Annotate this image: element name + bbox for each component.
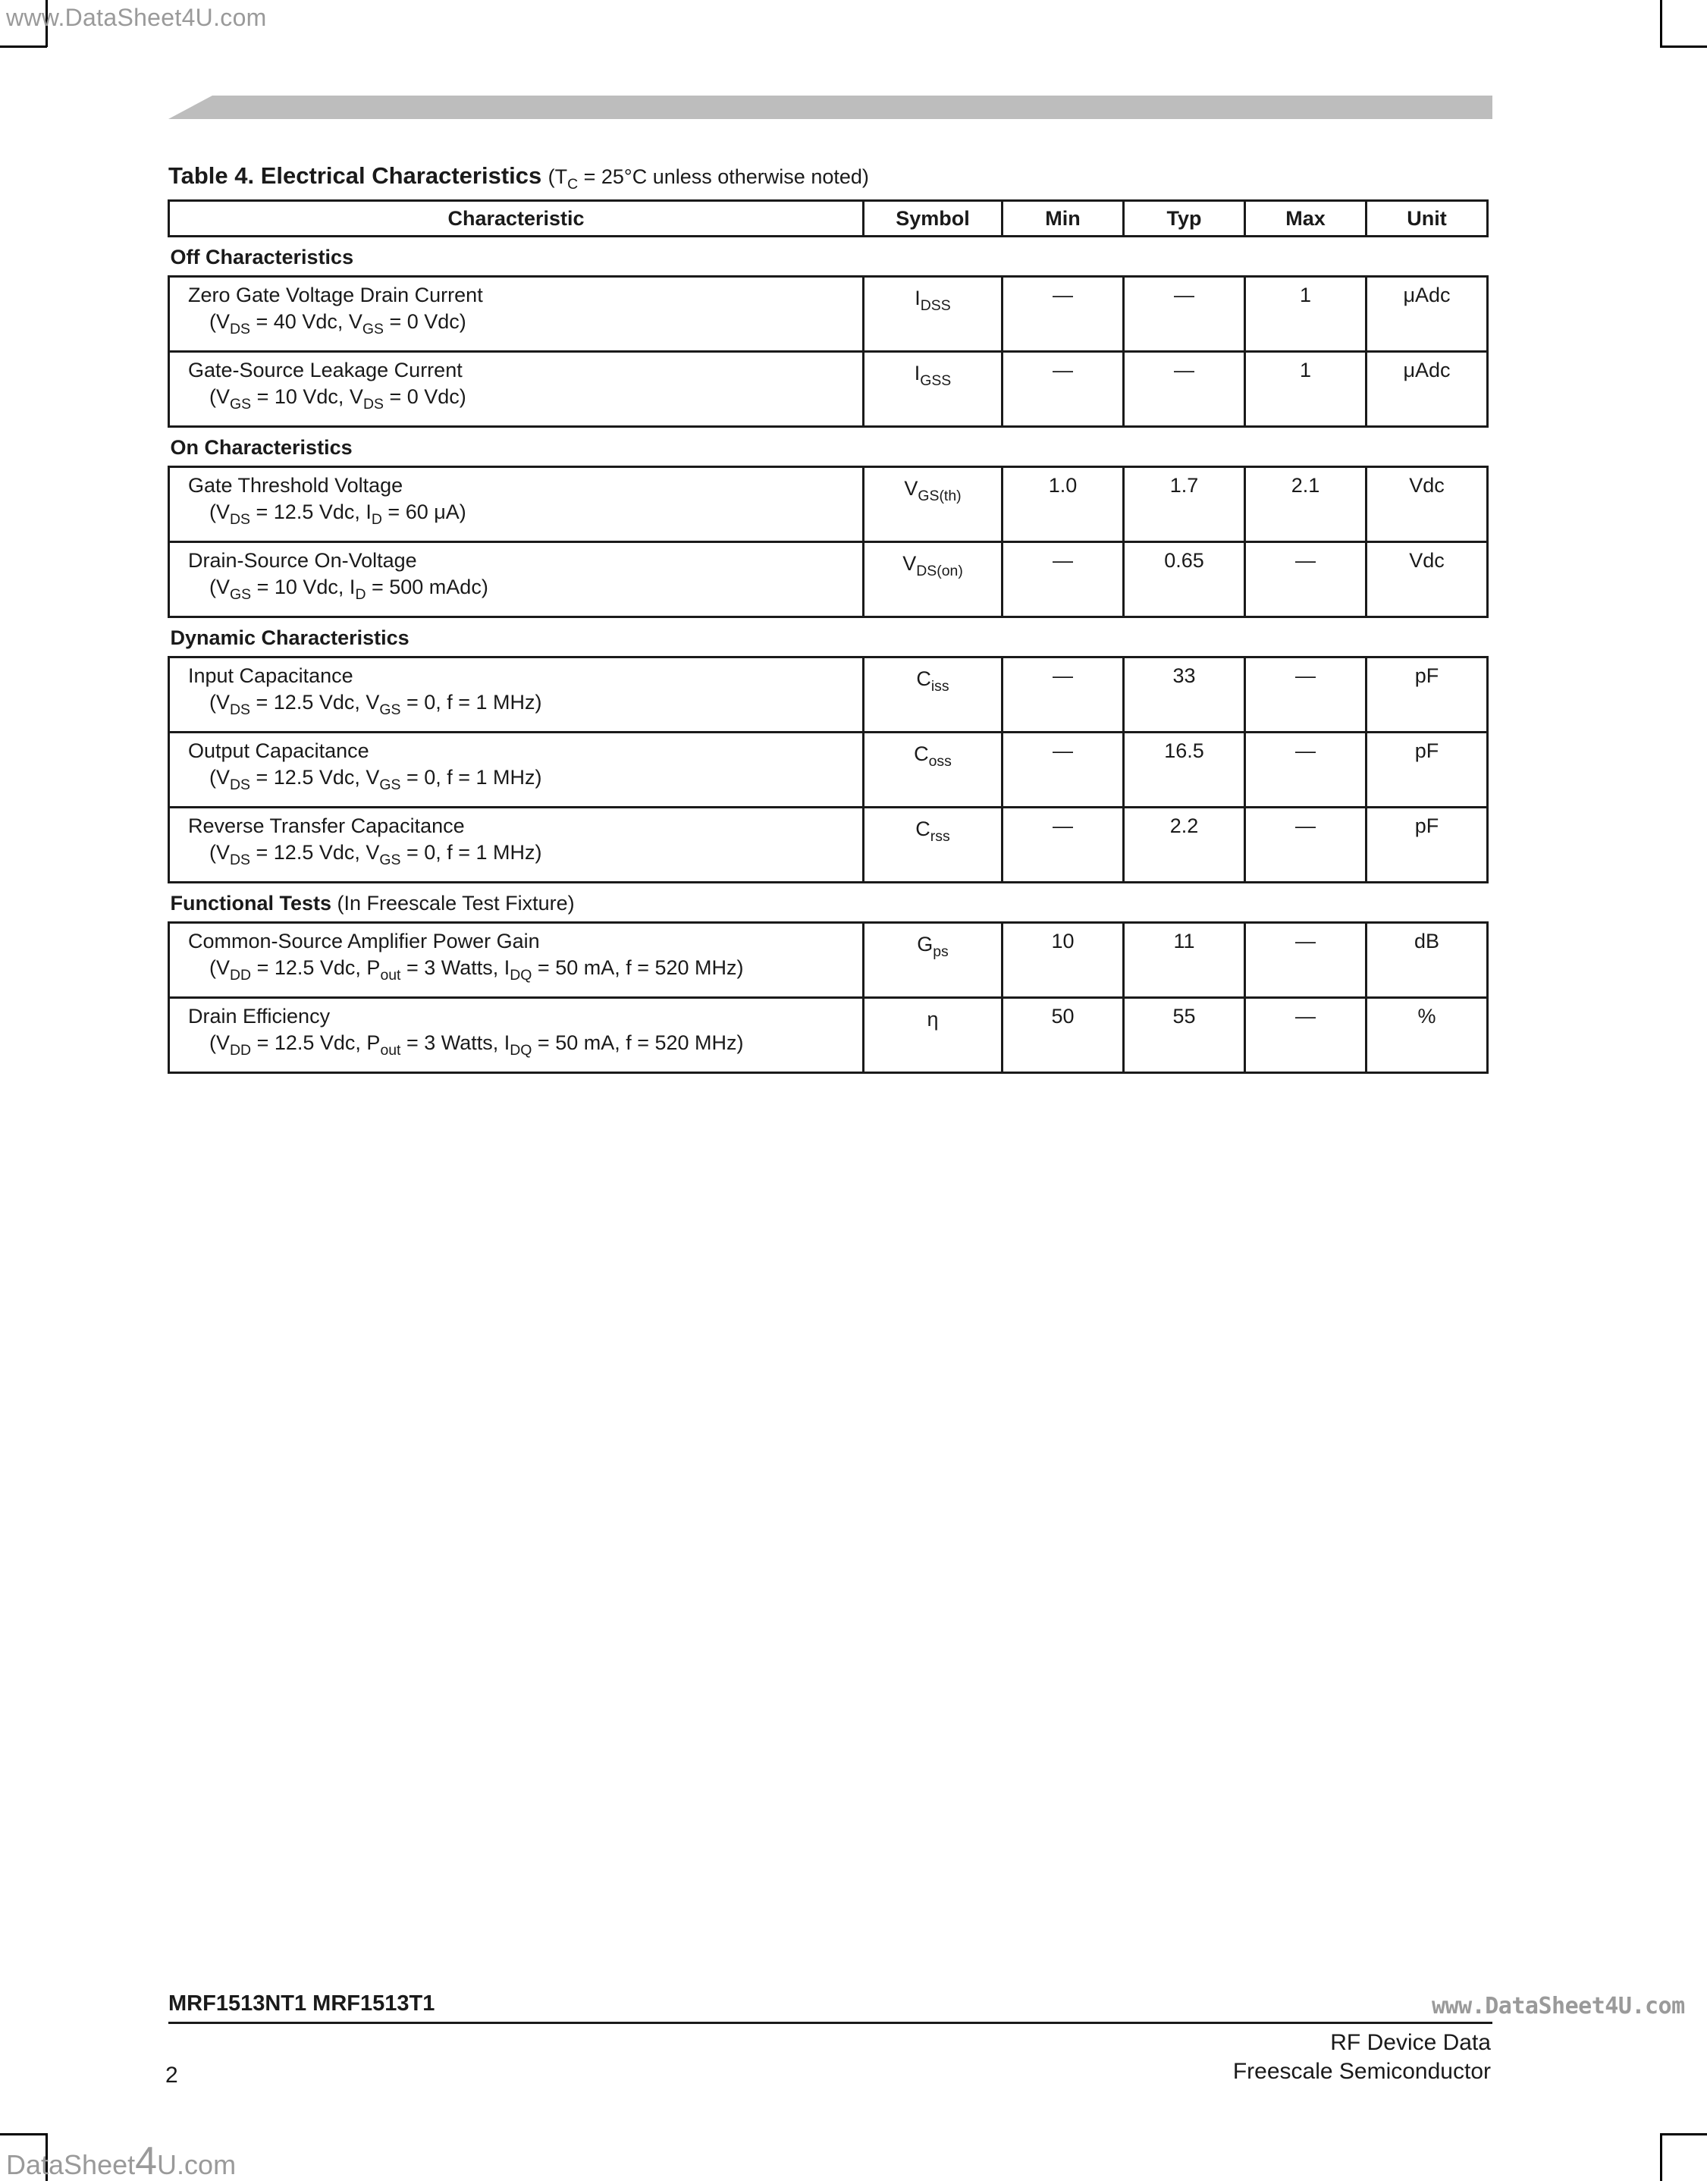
table-row (169, 277, 1488, 352)
cell-unit: pF (1367, 657, 1488, 733)
header-bar (168, 96, 1492, 119)
cell-typ: 1.7 (1124, 467, 1245, 542)
watermark-top[interactable]: www.DataSheet4U.com (6, 4, 267, 31)
cell-symbol: $I_{DSS}$ (864, 277, 1003, 352)
watermark-bottom-suffix: U.com (157, 2149, 237, 2180)
cell-symbol: $V_{GS(th)}$ (864, 467, 1003, 542)
cell-characteristic (169, 352, 864, 427)
cell-typ: 55 (1124, 998, 1245, 1073)
cell-symbol: $C_{oss}$ (864, 733, 1003, 808)
table-row (169, 998, 1488, 1073)
cell-max: — (1245, 657, 1367, 733)
cell-max: — (1245, 998, 1367, 1073)
table-row (169, 467, 1488, 542)
cell-symbol: $C_{iss}$ (864, 657, 1003, 733)
cell-min: 50 (1003, 998, 1124, 1073)
cell-characteristic (169, 733, 864, 808)
characteristic-conditions: ($V_{DD} = 12.5$ Vdc, $P_{out} = 3$ Watts, $I_{DQ} = 50$ mA, f = 520 MHz) (209, 956, 744, 984)
cell-min: — (1003, 657, 1124, 733)
characteristic-conditions: ($V_{DS} = 12.5$ Vdc, $V_{GS} = 0$, f = 1 MHz) (209, 841, 542, 868)
table-row (169, 733, 1488, 808)
cell-min: 10 (1003, 923, 1124, 998)
cell-max: — (1245, 923, 1367, 998)
cell-unit: μAdc (1367, 352, 1488, 427)
cell-max: — (1245, 542, 1367, 617)
cell-min: — (1003, 733, 1124, 808)
header-characteristic: Characteristic (169, 201, 864, 237)
characteristic-conditions: ($V_{GS} = 10$ Vdc, $I_D = 500$ mAdc) (209, 576, 488, 603)
characteristic-name: Reverse Transfer Capacitance (188, 814, 465, 837)
cell-unit: pF (1367, 808, 1488, 883)
characteristic-conditions: ($V_{DS} = 12.5$ Vdc, $V_{GS} = 0$, f = 1 MHz) (209, 691, 542, 718)
cell-typ: 16.5 (1124, 733, 1245, 808)
cell-max: — (1245, 733, 1367, 808)
characteristic-name: Drain-Source On-Voltage (188, 549, 417, 572)
characteristic-conditions: ($V_{DS} = 12.5$ Vdc, $V_{GS} = 0$, f = 1 MHz) (209, 766, 542, 793)
cell-min: 1.0 (1003, 467, 1124, 542)
cell-unit: pF (1367, 733, 1488, 808)
characteristic-name: Common-Source Amplifier Power Gain (188, 930, 540, 952)
header-max: Max (1245, 201, 1367, 237)
cell-symbol: $C_{rss}$ (864, 808, 1003, 883)
cell-symbol: $V_{DS(on)}$ (864, 542, 1003, 617)
table-row (169, 808, 1488, 883)
cell-max: 1 (1245, 352, 1367, 427)
cell-typ: 33 (1124, 657, 1245, 733)
cell-unit: dB (1367, 923, 1488, 998)
cell-characteristic (169, 277, 864, 352)
cell-typ: 11 (1124, 923, 1245, 998)
footer-publisher (910, 2029, 1491, 2086)
crop-mark-bottom-left-h (0, 2133, 47, 2135)
cell-min: — (1003, 352, 1124, 427)
cell-unit: % (1367, 998, 1488, 1073)
characteristic-name: Output Capacitance (188, 739, 369, 762)
table-row (169, 542, 1488, 617)
characteristic-name: Gate Threshold Voltage (188, 474, 403, 497)
crop-mark-top-left-h (0, 46, 47, 48)
header-symbol: Symbol (864, 201, 1003, 237)
footer-rule (168, 2022, 1492, 2024)
cell-typ: — (1124, 352, 1245, 427)
cell-characteristic (169, 923, 864, 998)
section-title-bold: Dynamic Characteristics (170, 626, 409, 649)
footer-line-1: RF Device Data (1330, 2030, 1491, 2055)
characteristic-name: Zero Gate Voltage Drain Current (188, 284, 483, 306)
crop-mark-bottom-right-h (1660, 2133, 1707, 2135)
table-title-main: Table 4. Electrical Characteristics (168, 162, 542, 189)
characteristic-name: Drain Efficiency (188, 1005, 331, 1028)
electrical-characteristics-table (168, 199, 1489, 1074)
section-row (169, 883, 1488, 923)
characteristic-conditions: ($V_{DS} = 40$ Vdc, $V_{GS} = 0$ Vdc) (209, 310, 466, 337)
cell-symbol: η (864, 998, 1003, 1073)
section-row (169, 237, 1488, 277)
table-title (168, 162, 869, 193)
cell-symbol: $G_{ps}$ (864, 923, 1003, 998)
cell-unit: Vdc (1367, 542, 1488, 617)
header-min: Min (1003, 201, 1124, 237)
cell-unit: Vdc (1367, 467, 1488, 542)
crop-mark-top-right-h (1660, 46, 1707, 48)
footer-part-number: MRF1513NT1 MRF1513T1 (168, 1991, 435, 2016)
watermark-bottom-prefix: DataSheet (6, 2149, 136, 2180)
cell-min: — (1003, 277, 1124, 352)
table-row (169, 923, 1488, 998)
cell-characteristic (169, 657, 864, 733)
characteristic-conditions: ($V_{GS} = 10$ Vdc, $V_{DS} = 0$ Vdc) (209, 385, 466, 413)
table-row (169, 352, 1488, 427)
section-title (169, 617, 1488, 657)
page-number: 2 (165, 2063, 178, 2088)
cell-typ: 0.65 (1124, 542, 1245, 617)
cell-typ: — (1124, 277, 1245, 352)
cell-symbol: $I_{GSS}$ (864, 352, 1003, 427)
cell-min: — (1003, 808, 1124, 883)
cell-characteristic (169, 998, 864, 1073)
header-unit: Unit (1367, 201, 1488, 237)
section-title (169, 883, 1488, 923)
cell-unit: μAdc (1367, 277, 1488, 352)
cell-typ: 2.2 (1124, 808, 1245, 883)
table-header-row (169, 201, 1488, 237)
section-title-note: (In Freescale Test Fixture) (331, 891, 575, 915)
cell-characteristic (169, 808, 864, 883)
section-title (169, 237, 1488, 277)
characteristic-conditions: ($V_{DS} = 12.5$ Vdc, $I_D = 60$ μA) (209, 500, 466, 528)
cell-max: 1 (1245, 277, 1367, 352)
watermark-bottom-digit: 4 (135, 2139, 158, 2183)
section-title-bold: Functional Tests (170, 891, 332, 915)
section-title-bold: On Characteristics (170, 435, 353, 459)
table-row (169, 657, 1488, 733)
watermark-right[interactable]: www.DataSheet4U.com (1432, 1993, 1685, 2019)
cell-characteristic (169, 542, 864, 617)
watermark-bottom[interactable] (6, 2138, 236, 2184)
cell-characteristic (169, 467, 864, 542)
cell-max: — (1245, 808, 1367, 883)
section-row (169, 427, 1488, 467)
characteristic-name: Gate-Source Leakage Current (188, 359, 463, 381)
crop-mark-bottom-right-v (1660, 2133, 1662, 2181)
cell-max: 2.1 (1245, 467, 1367, 542)
section-title-bold: Off Characteristics (170, 245, 354, 268)
section-row (169, 617, 1488, 657)
cell-min: — (1003, 542, 1124, 617)
section-title (169, 427, 1488, 467)
characteristic-name: Input Capacitance (188, 664, 353, 687)
header-typ: Typ (1124, 201, 1245, 237)
table-title-note: ($T_C = 25^\circ C$ unless otherwise noted) (548, 165, 869, 193)
characteristic-conditions: ($V_{DD} = 12.5$ Vdc, $P_{out} = 3$ Watts, $I_{DQ} = 50$ mA, f = 520 MHz) (209, 1031, 744, 1059)
footer-line-2: Freescale Semiconductor (1232, 2059, 1491, 2084)
crop-mark-top-right-v (1660, 0, 1662, 47)
